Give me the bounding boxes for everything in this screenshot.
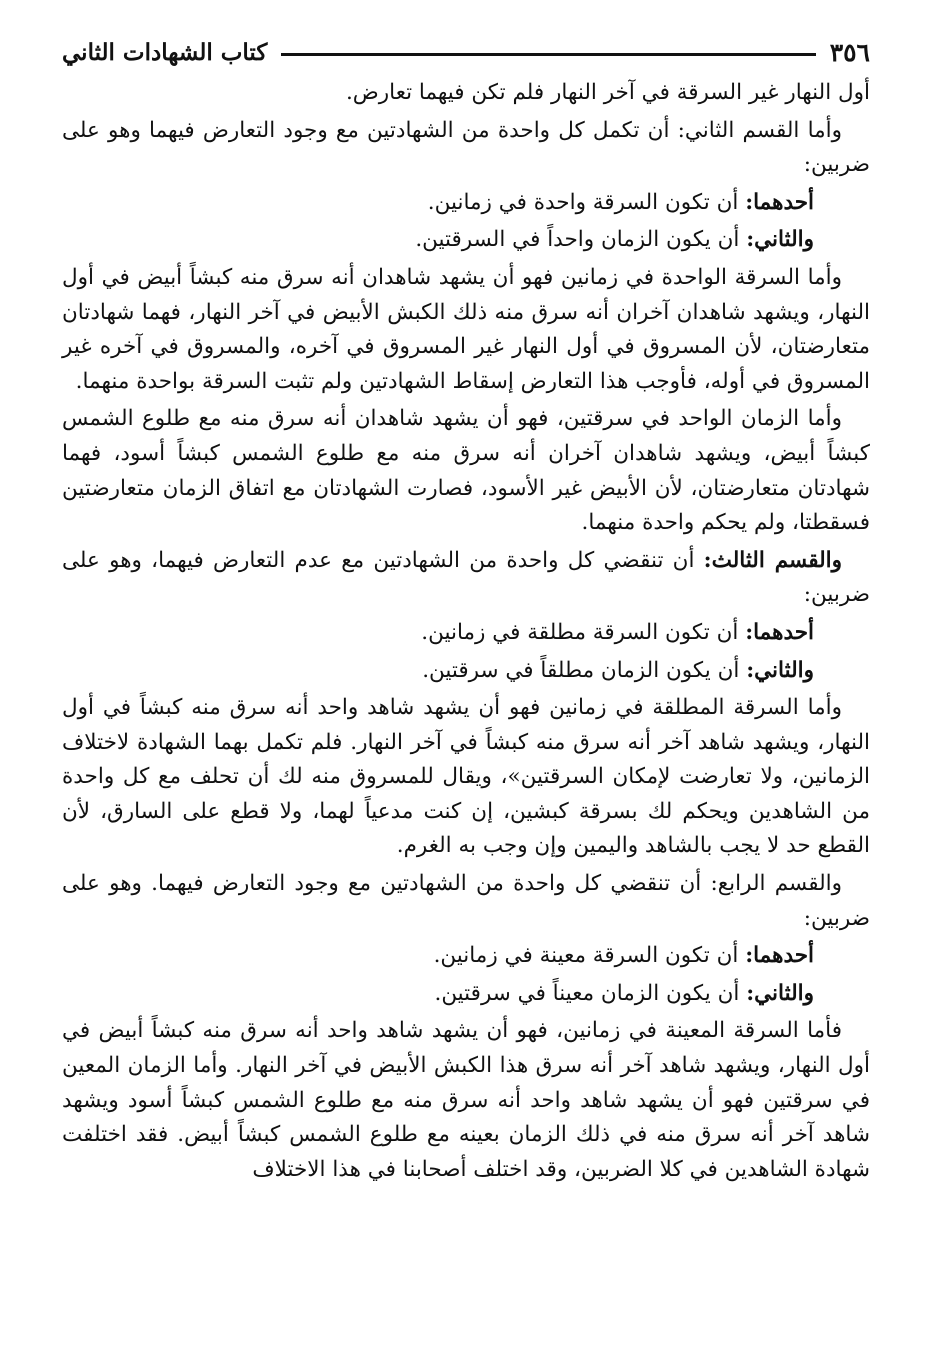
paragraph [62,691,870,864]
paragraph-text: وأما السرقة المطلقة في زمانين فهو أن يشهد شاهد واحد أنه سرق منه كبشاً في أول النهار، ويشهد شاهد آخر أنه سرق منه كبشاً في آخر النهار. فلم تكمل بهما الشهادة لاختلاف الزمانين، ولا تعارضت لإمكان السرقتين»، ويقال للمسروق منه لك أن تحلف مع كل واحدة من الشاهدين ويحكم لك بسرقة كبشين، إن كنت مدعياً لهما، ولا قطع على السارق، لأن القطع حد لا يجب بالشاهد واليمين وإن وجب به الغرم. [62,695,870,859]
list-item [62,939,870,974]
paragraph [62,402,870,540]
item-text: أن تكون السرقة واحدة في زمانين. [427,189,746,215]
body-text [62,76,870,1187]
item-text: أن تكون السرقة مطلقة في زمانين. [421,619,746,645]
list-item [62,977,870,1012]
page-number: ٣٥٦ [829,37,870,67]
list-item [62,654,870,689]
paragraph-text: أول النهار غير السرقة في آخر النهار فلم تكن فيهما تعارض. [345,80,870,105]
list-item [62,223,870,258]
item-text: أن تكون السرقة معينة في زمانين. [433,943,746,969]
item-label: أحدهما: [745,619,814,645]
list-item [62,616,870,651]
paragraph [62,76,870,111]
paragraph-text: وأما السرقة الواحدة في زمانين فهو أن يشهد شاهدان أنه سرق منه كبشاً أبيض في أول النهار، ويشهد شاهدان آخران أنه سرق منه ذلك الكبش الأبيض في آخر النهار، فهما شهادتان متعارضتان، لأن المسروق في أول النهار غير المسروق في آخره، والمسروق في آخره غير المسروق في أوله، فأوجب هذا التعارض إسقاط الشهادتين ولم تثبت السرقة بواحدة منهما. [62,264,870,394]
page-header [62,28,870,76]
paragraph-text: فأما السرقة المعينة في زمانين، فهو أن يشهد شاهد واحد أنه سرق منه كبشاً أبيض في أول النهار، ويشهد شاهد آخر أنه سرق هذا الكبش الأبيض في آخر النهار. وأما الزمان المعين في سرقتين فهو أن يشهد شاهد واحد أنه سرق منه مع طلوع الشمس كبشاً أسود ويشهد شاهد آخر أنه سرق منه في ذلك الزمان بعينه مع طلوع الشمس كبشاً أبيض. فقد اختلفت شهادة الشاهدين في كلا الضربين، وقد اختلف أصحابنا في هذا الاختلاف [62,1018,870,1182]
item-label: والثاني: [746,227,814,253]
item-text: أن يكون الزمان معيناً في سرقتين. [434,980,747,1006]
paragraph [62,1014,870,1187]
paragraph-text: وأما القسم الثاني: أن تكمل كل واحدة من الشهادتين مع وجود التعارض فيهما وهو على ضربين: [62,117,870,178]
section-label: والقسم الثالث: [703,547,842,573]
paragraph [62,867,870,936]
book-page [62,28,870,1348]
paragraph [62,114,870,183]
paragraph [62,544,870,613]
item-label: والثاني: [746,657,814,683]
running-title: كتاب الشهادات الثاني [62,38,268,66]
item-text: أن يكون الزمان مطلقاً في سرقتين. [422,657,747,683]
paragraph-text: والقسم الرابع: أن تنقضي كل واحدة من الشهادتين مع وجود التعارض فيهما. وهو على ضربين: [62,871,870,931]
item-label: أحدهما: [745,189,814,215]
paragraph-text: وأما الزمان الواحد في سرقتين، فهو أن يشهد شاهدان أنه سرق منه مع طلوع الشمس كبشاً أبيض، ويشهد شاهدان آخران أنه سرق منه مع طلوع الشمس كبشاً أسود، فهما شهادتان متعارضتان، لأن الأبيض غير الأسود، فصارت الشهادتان مع اتفاق الزمان متعارضتين فسقطتا، ولم يحكم واحدة منهما. [62,406,870,536]
list-item [62,186,870,221]
paragraph [62,261,870,399]
item-label: والثاني: [746,980,814,1006]
paragraph-text: أن تنقضي كل واحدة من الشهادتين مع عدم التعارض فيهما، وهو على ضربين: [62,547,870,608]
item-label: أحدهما: [745,943,814,969]
header-rule [281,53,815,56]
item-text: أن يكون الزمان واحداً في السرقتين. [415,227,747,253]
